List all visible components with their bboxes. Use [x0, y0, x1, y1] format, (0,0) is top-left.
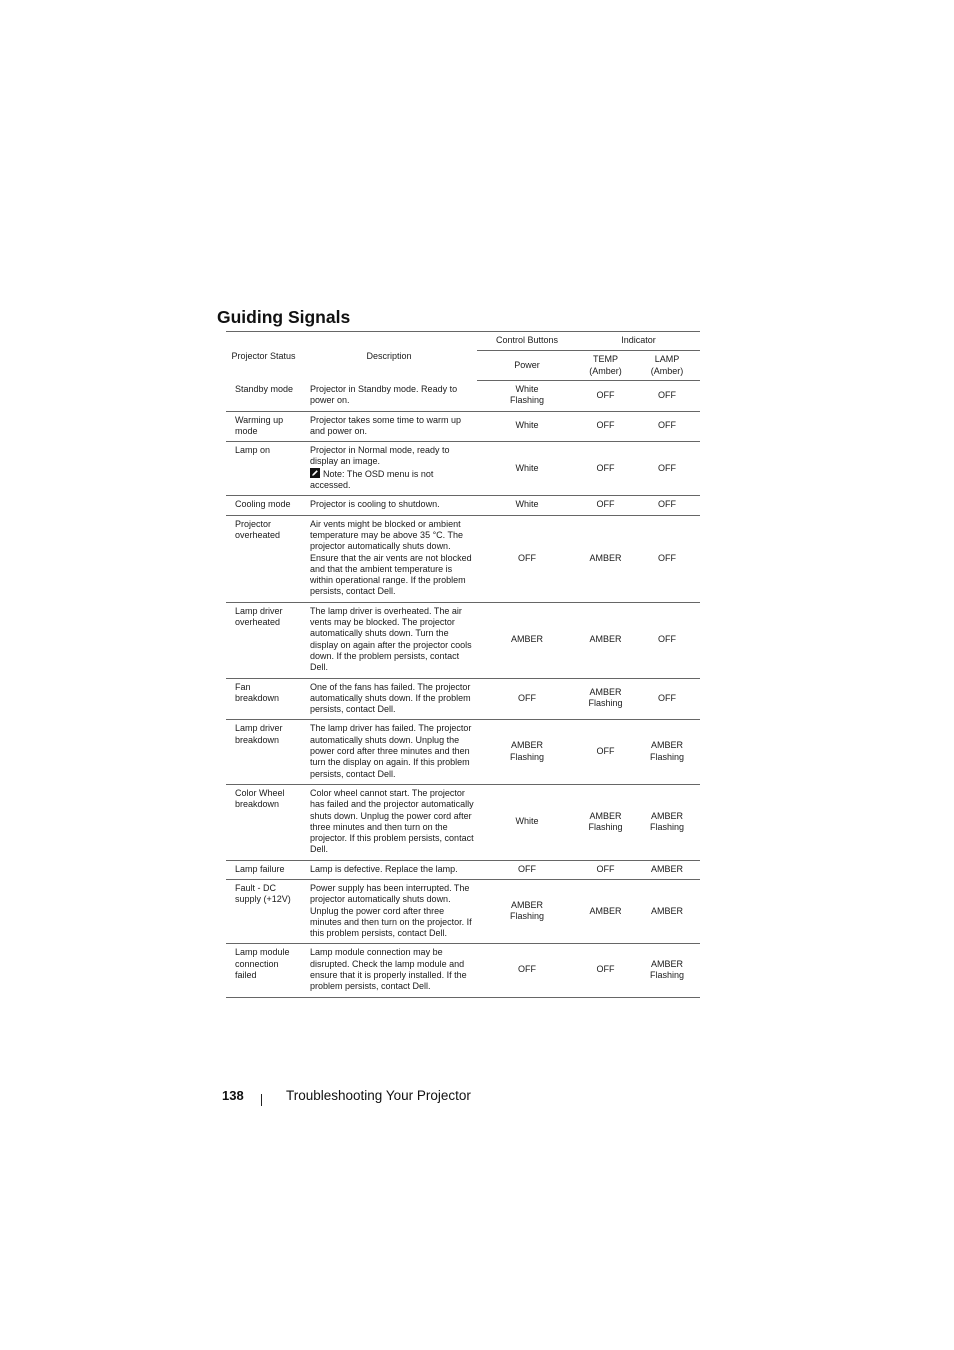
cell-power [477, 381, 577, 412]
lamp-state: AMBER [650, 863, 683, 874]
cell-description [301, 442, 477, 496]
description-text: Air vents might be blocked or ambient temperature may be above 35 °C. The projector automatically shuts down. Ensure that the air vents are not blocked and that the ambient temperature is within operational range. If the problem persists, contact Dell. [310, 518, 472, 597]
cell-lamp [634, 515, 700, 602]
cell-temp [577, 678, 634, 720]
description-text: Projector in Normal mode, ready to display an image. [310, 445, 450, 467]
cell-lamp [634, 442, 700, 496]
cell-power [477, 879, 577, 943]
temp-state: AMBER [589, 810, 622, 821]
power-state: OFF [518, 964, 536, 975]
temp-state: AMBER [589, 687, 622, 698]
lamp-mode: Flashing [649, 751, 685, 762]
cell-projector-status: Cooling mode [226, 496, 301, 515]
cell-power [477, 860, 577, 879]
cell-power [477, 678, 577, 720]
temp-state: OFF [596, 499, 615, 510]
power-state: White [515, 384, 539, 394]
cell-lamp [634, 879, 700, 943]
table-row [226, 496, 700, 515]
power-state: AMBER [510, 740, 543, 751]
cell-temp [577, 515, 634, 602]
power-state: OFF [518, 552, 536, 563]
cell-description [301, 720, 477, 784]
cell-projector-status: Color Wheel breakdown [226, 784, 301, 860]
power-mode: Flashing [509, 911, 545, 922]
footer-divider [261, 1094, 262, 1106]
cell-lamp [634, 678, 700, 720]
cell-temp [577, 944, 634, 997]
cell-lamp [634, 411, 700, 442]
description-text: Color wheel cannot start. The projector has failed and the projector automatically shuts down. Unplug the power cord after three minutes and then turn on the projector. If this problem persists, contact Dell. [310, 787, 474, 855]
cell-lamp [634, 602, 700, 678]
table-row [226, 678, 700, 720]
note-line [310, 468, 475, 492]
power-state: AMBER [510, 633, 543, 644]
description-text: Projector in Standby mode. Ready to power on. [310, 383, 458, 405]
header-lamp-color: (Amber) [650, 365, 684, 376]
cell-projector-status: Lamp driver breakdown [226, 720, 301, 784]
cell-description [301, 678, 477, 720]
note-pencil-icon [310, 468, 320, 478]
cell-temp [577, 720, 634, 784]
cell-description [301, 860, 477, 879]
cell-description [301, 411, 477, 442]
cell-power [477, 411, 577, 442]
section-title: Guiding Signals [217, 307, 351, 327]
table-row [226, 381, 700, 412]
cell-projector-status: Projector overheated [226, 515, 301, 602]
cell-temp [577, 381, 634, 412]
header-projector-status: Projector Status [226, 332, 301, 381]
lamp-state: OFF [658, 420, 676, 431]
cell-lamp [634, 381, 700, 412]
description-text: Lamp is defective. Replace the lamp. [310, 863, 458, 874]
lamp-state: OFF [658, 552, 676, 563]
cell-lamp [634, 860, 700, 879]
lamp-mode: Flashing [649, 821, 685, 832]
lamp-state: OFF [658, 499, 676, 510]
cell-projector-status: Lamp on [226, 442, 301, 496]
temp-state: OFF [596, 462, 615, 473]
cell-power [477, 602, 577, 678]
table-row [226, 442, 700, 496]
table-row [226, 879, 700, 943]
description-text: Projector is cooling to shutdown. [310, 499, 440, 510]
header-temp-label: TEMP [592, 354, 618, 365]
header-power: Power [477, 351, 577, 381]
cell-lamp [634, 496, 700, 515]
power-mode: Flashing [509, 751, 545, 762]
temp-mode: Flashing [588, 698, 623, 709]
cell-lamp [634, 944, 700, 997]
lamp-state: OFF [658, 462, 676, 473]
power-mode: Flashing [509, 395, 545, 406]
cell-temp [577, 602, 634, 678]
cell-description [301, 879, 477, 943]
power-state: White [515, 816, 539, 827]
lamp-state: OFF [658, 692, 676, 703]
note-text: Note: The OSD menu is not accessed. [310, 468, 434, 491]
description-text: Power supply has been interrupted. The projector automatically shuts down. Unplug the power cord after three minutes and then turn on the projector. If this problem persists, contact Dell. [310, 882, 472, 939]
cell-description [301, 944, 477, 997]
description-text: The lamp driver has failed. The projector automatically shuts down. Unplug the power cord after three minutes and then turn the display on again. If this problem persists, contact Dell. [310, 723, 472, 779]
temp-state: AMBER [589, 633, 622, 644]
table-row [226, 411, 700, 442]
cell-temp [577, 860, 634, 879]
temp-mode: Flashing [588, 821, 623, 832]
power-state: White [515, 499, 539, 510]
header-lamp [634, 351, 700, 381]
table-row [226, 944, 700, 997]
temp-state: OFF [596, 389, 615, 400]
temp-state: AMBER [589, 552, 622, 563]
cell-projector-status: Lamp failure [226, 860, 301, 879]
cell-description [301, 381, 477, 412]
power-state: OFF [518, 863, 536, 874]
temp-state: OFF [596, 863, 615, 874]
table-row [226, 860, 700, 879]
temp-state: OFF [596, 964, 615, 975]
power-state: White [515, 420, 539, 431]
temp-state: OFF [596, 746, 615, 757]
lamp-state: OFF [658, 633, 676, 644]
header-indicator: Indicator [577, 332, 700, 351]
cell-projector-status: Lamp driver overheated [226, 602, 301, 678]
table-row [226, 784, 700, 860]
cell-projector-status: Standby mode [226, 381, 301, 412]
lamp-state: AMBER [650, 905, 683, 916]
header-description: Description [301, 332, 477, 381]
table-row [226, 515, 700, 602]
header-lamp-label: LAMP [654, 354, 680, 365]
header-temp [577, 351, 634, 381]
cell-description [301, 784, 477, 860]
cell-projector-status: Fan breakdown [226, 678, 301, 720]
cell-description [301, 515, 477, 602]
cell-temp [577, 411, 634, 442]
cell-power [477, 442, 577, 496]
lamp-state: AMBER [650, 958, 683, 969]
table-row [226, 720, 700, 784]
cell-description [301, 496, 477, 515]
power-state: OFF [518, 692, 536, 703]
cell-projector-status: Warming up mode [226, 411, 301, 442]
lamp-state: OFF [658, 389, 676, 400]
lamp-state: AMBER [650, 810, 683, 821]
header-temp-color: (Amber) [589, 365, 622, 376]
temp-state: OFF [596, 420, 615, 431]
description-text: The lamp driver is overheated. The air vents may be blocked. The projector automatically shuts down. Turn the display on again after the projector cools down. If the problem persists, contact Dell. [310, 605, 472, 673]
cell-temp [577, 784, 634, 860]
description-text: Projector takes some time to warm up and power on. [310, 414, 462, 436]
cell-temp [577, 442, 634, 496]
cell-power [477, 720, 577, 784]
temp-state: AMBER [589, 905, 622, 916]
cell-projector-status: Fault - DC supply (+12V) [226, 879, 301, 943]
power-state: AMBER [510, 899, 543, 910]
cell-description [301, 602, 477, 678]
cell-temp [577, 879, 634, 943]
power-state: White [515, 462, 539, 473]
header-control-buttons: Control Buttons [477, 332, 577, 351]
description-text: Lamp module connection may be disrupted. Check the lamp module and ensure that it is properly installed. If the problem persists, contact Dell. [310, 947, 467, 992]
cell-projector-status: Lamp module connection failed [226, 944, 301, 997]
page-number: 138 [222, 1088, 244, 1103]
table-row [226, 602, 700, 678]
cell-temp [577, 496, 634, 515]
description-text: One of the fans has failed. The projector automatically shuts down. If the problem persists, contact Dell. [310, 681, 471, 715]
cell-power [477, 515, 577, 602]
lamp-state: AMBER [650, 740, 683, 751]
table-body [226, 381, 700, 998]
cell-lamp [634, 720, 700, 784]
cell-power [477, 784, 577, 860]
cell-power [477, 496, 577, 515]
cell-power [477, 944, 577, 997]
footer-chapter-title: Troubleshooting Your Projector [286, 1088, 471, 1103]
lamp-mode: Flashing [649, 970, 685, 981]
guiding-signals-table [226, 331, 700, 998]
cell-lamp [634, 784, 700, 860]
